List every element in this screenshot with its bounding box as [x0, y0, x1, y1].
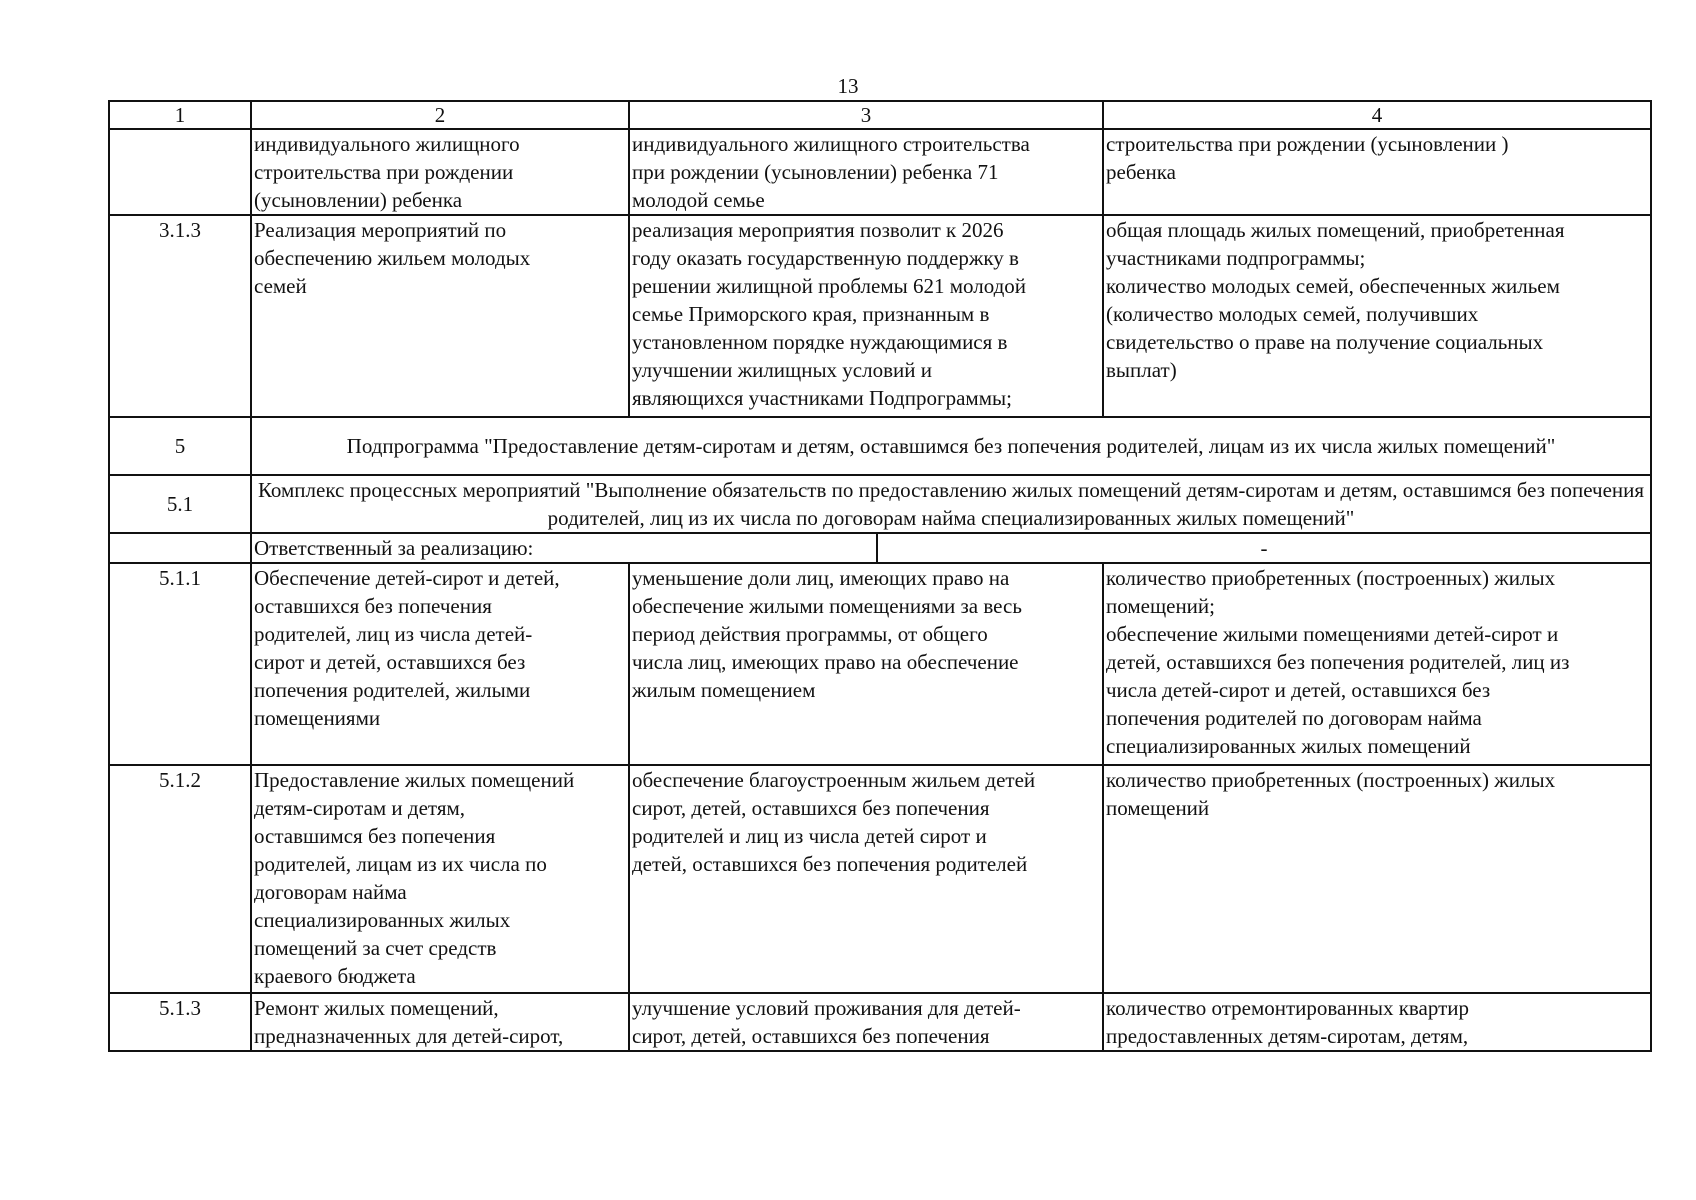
row-number: 5.1.3 — [109, 993, 251, 1051]
expected-result: реализация мероприятия позволит к 2026 году оказать государственную поддержку в решении жилищной проблемы 621 молодой семье Приморского края, признанным в установленном порядке нуждающимися в улучшении жилищных условий и являющихся участниками Подпрограммы; — [629, 215, 1103, 417]
indicator: строительства при рождении (усыновлении ) ребенка — [1103, 129, 1651, 215]
complex-number: 5.1 — [109, 475, 251, 533]
measure-name: Реализация мероприятий по обеспечению жильем молодых семей — [251, 215, 629, 417]
expected-result: обеспечение благоустроенным жильем детей сирот, детей, оставшихся без попечения родителей и лиц из числа детей сирот и детей, оставшихся без попечения родителей — [629, 765, 1103, 993]
row-number: 5.1.1 — [109, 563, 251, 765]
row-number — [109, 129, 251, 215]
expected-result: уменьшение доли лиц, имеющих право на обеспечение жилыми помещениями за весь период действия программы, от общего числа лиц, имеющих право на обеспечение жилым помещением — [629, 563, 1103, 765]
column-number-row — [109, 101, 1651, 129]
responsible-empty-cell — [109, 533, 251, 563]
complex-row — [109, 475, 1651, 533]
measure-name: индивидуального жилищного строительства при рождении (усыновлении) ребенка — [251, 129, 629, 215]
indicator: количество приобретенных (построенных) жилых помещений; обеспечение жилыми помещениями детей-сирот и детей, оставшихся без попечения родителей, лиц из числа детей-сирот и детей, оставшихся без попечения родителей по договорам найма специализированных жилых помещений — [1103, 563, 1651, 765]
table-row — [109, 993, 1651, 1051]
column-number-3: 3 — [629, 101, 1103, 129]
expected-result: улучшение условий проживания для детей- сирот, детей, оставшихся без попечения — [629, 993, 1103, 1051]
table-row — [109, 765, 1651, 993]
subprogram-number: 5 — [109, 417, 251, 475]
complex-title: Комплекс процессных мероприятий "Выполнение обязательств по предоставлению жилых помещений детям-сиротам и детям, оставшимся без попечения родителей, лиц из их числа по договорам найма специализированных жилых помещений" — [251, 475, 1651, 533]
responsible-cell — [251, 533, 1651, 563]
table-row — [109, 129, 1651, 215]
indicator: количество приобретенных (построенных) жилых помещений — [1103, 765, 1651, 993]
column-number-1: 1 — [109, 101, 251, 129]
measures-table — [108, 100, 1652, 1052]
subprogram-title: Подпрограмма "Предоставление детям-сиротам и детям, оставшимся без попечения родителей, лицам из их числа жилых помещений" — [251, 417, 1651, 475]
measure-name: Предоставление жилых помещений детям-сиротам и детям, оставшимся без попечения родителей, лицам из их числа по договорам найма специализированных жилых помещений за счет средств краевого бюджета — [251, 765, 629, 993]
responsible-label: Ответственный за реализацию: — [252, 534, 878, 562]
subprogram-row — [109, 417, 1651, 475]
indicator: количество отремонтированных квартир предоставленных детям-сиротам, детям, — [1103, 993, 1651, 1051]
row-number: 3.1.3 — [109, 215, 251, 417]
responsible-value: - — [1260, 536, 1268, 560]
measure-name: Ремонт жилых помещений, предназначенных для детей-сирот, — [251, 993, 629, 1051]
measure-name: Обеспечение детей-сирот и детей, оставшихся без попечения родителей, лиц из числа детей- сирот и детей, оставшихся без попечения родителей, жилыми помещениями — [251, 563, 629, 765]
row-number: 5.1.2 — [109, 765, 251, 993]
page-number: 13 — [837, 74, 859, 98]
responsible-row — [109, 533, 1651, 563]
table-row — [109, 215, 1651, 417]
table-row — [109, 563, 1651, 765]
column-number-4: 4 — [1103, 101, 1651, 129]
indicator: общая площадь жилых помещений, приобретенная участниками подпрограммы; количество молодых семей, обеспеченных жильем (количество молодых семей, получивших свидетельство о праве на получение социальных выплат) — [1103, 215, 1651, 417]
expected-result: индивидуального жилищного строительства при рождении (усыновлении) ребенка 71 молодой семье — [629, 129, 1103, 215]
column-number-2: 2 — [251, 101, 629, 129]
